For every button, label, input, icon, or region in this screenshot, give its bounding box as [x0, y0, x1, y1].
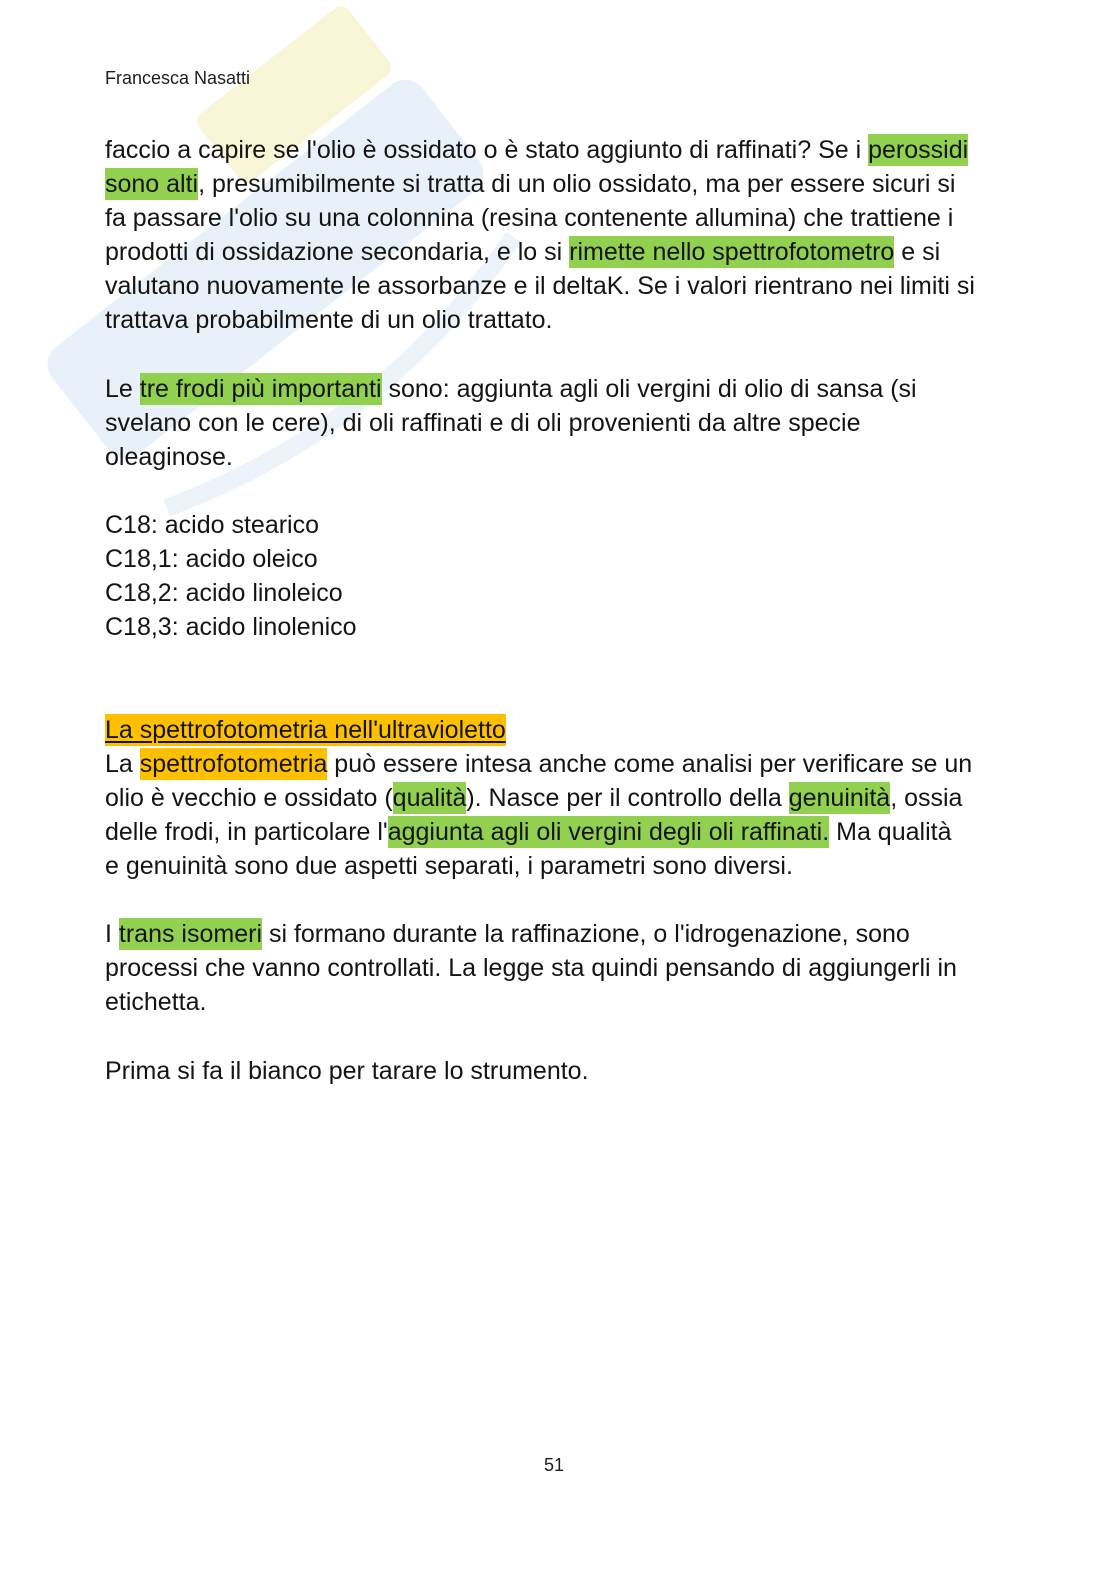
text-run: faccio a capire se l'olio è ossidato o è stato aggiunto di raffinati? Se i — [105, 136, 869, 164]
highlighted-text: trans isomeri — [118, 920, 262, 949]
text-line — [105, 985, 1065, 1019]
text-run: Ma qualità — [829, 817, 952, 846]
highlighted-text: La spettrofotometria nell'ultravioletto — [105, 715, 506, 744]
text-run: sono: aggiunta agli oli vergini di olio di sansa (si — [381, 374, 917, 403]
text-line — [105, 269, 1065, 303]
text-run: C18,1: acido oleico — [105, 545, 318, 574]
text-line — [105, 235, 1065, 269]
page-body — [105, 133, 1065, 1088]
paragraph-trans-isomers — [105, 917, 1065, 1019]
paragraph-uv-spectrophotometry — [105, 747, 1065, 883]
text-line — [105, 781, 1065, 815]
text-run: delle frodi, in particolare l' — [105, 817, 388, 846]
text-run: valutano nuovamente le assorbanze e il deltaK. Se i valori rientrano nei limiti si — [105, 272, 975, 301]
text-run: si formano durante la raffinazione, o l'idrogenazione, sono — [262, 920, 910, 949]
text-run: svelano con le cere), di oli raffinati e di oli provenienti da altre specie — [105, 408, 861, 437]
text-line — [105, 747, 1065, 781]
text-line — [105, 951, 1065, 985]
highlighted-text: rimette nello spettrofotometro — [569, 238, 895, 267]
page-number: 51 — [543, 1455, 565, 1475]
paragraph-blank-calibration — [105, 1054, 1065, 1088]
text-line — [105, 815, 1065, 849]
text-line — [105, 372, 1065, 406]
fatty-acid-list — [105, 508, 1065, 644]
text-run: ). Nasce per il controllo della — [466, 783, 789, 812]
text-run: fa passare l'olio su una colonnina (resina contenente allumina) che trattiene i — [105, 204, 954, 233]
section-heading — [105, 713, 1065, 747]
text-run: C18: acido stearico — [105, 511, 320, 540]
text-run: Prima si fa il bianco per tarare lo strumento. — [105, 1056, 589, 1085]
highlighted-text: aggiunta agli oli vergini degli oli raffinati. — [387, 817, 830, 846]
highlighted-text: qualità — [392, 783, 467, 812]
text-run: , ossia — [890, 783, 963, 812]
text-run: etichetta. — [105, 988, 207, 1017]
text-run: oleaginose. — [105, 442, 233, 471]
text-line — [105, 440, 1065, 474]
text-run: e genuinità sono due aspetti separati, i parametri sono diversi. — [105, 851, 793, 880]
highlighted-text: tre frodi più importanti — [139, 374, 382, 403]
highlighted-text: spettrofotometria — [139, 749, 328, 778]
text-run: C18,2: acido linoleico — [105, 579, 343, 608]
text-line — [105, 303, 1065, 337]
list-item — [105, 610, 1065, 644]
text-run: processi che vanno controllati. La legge sta quindi pensando di aggiungerli in — [105, 954, 957, 983]
text-line — [105, 167, 1065, 201]
list-item — [105, 576, 1065, 610]
text-run: La — [105, 749, 140, 778]
highlighted-text: genuinità — [788, 783, 891, 812]
text-run: prodotti di ossidazione secondaria, e lo si — [105, 238, 570, 267]
text-run: , presumibilmente si tratta di un olio ossidato, ma per essere sicuri si — [198, 170, 956, 199]
list-item — [105, 542, 1065, 576]
text-line — [105, 849, 1065, 883]
highlighted-text: sono alti — [105, 170, 199, 199]
text-run: e si — [894, 238, 941, 267]
list-item — [105, 508, 1065, 542]
text-line — [105, 133, 1065, 167]
paragraph-main-frauds — [105, 372, 1065, 474]
text-run: trattava probabilmente di un olio trattato. — [105, 306, 553, 335]
paragraph-oxidation-check — [105, 133, 1065, 338]
text-line — [105, 406, 1065, 440]
text-run: C18,3: acido linolenico — [105, 613, 357, 642]
header-author: Francesca Nasatti — [105, 68, 251, 88]
heading-line — [105, 713, 1065, 747]
text-run: I — [105, 920, 119, 949]
text-line — [105, 917, 1065, 951]
text-run: può essere intesa anche come analisi per verificare se un — [327, 749, 973, 778]
text-run: olio è vecchio e ossidato ( — [105, 783, 393, 812]
text-run: Le — [105, 374, 140, 403]
text-line — [105, 201, 1065, 235]
text-line — [105, 1054, 1065, 1088]
highlighted-text: perossidi — [868, 136, 969, 164]
